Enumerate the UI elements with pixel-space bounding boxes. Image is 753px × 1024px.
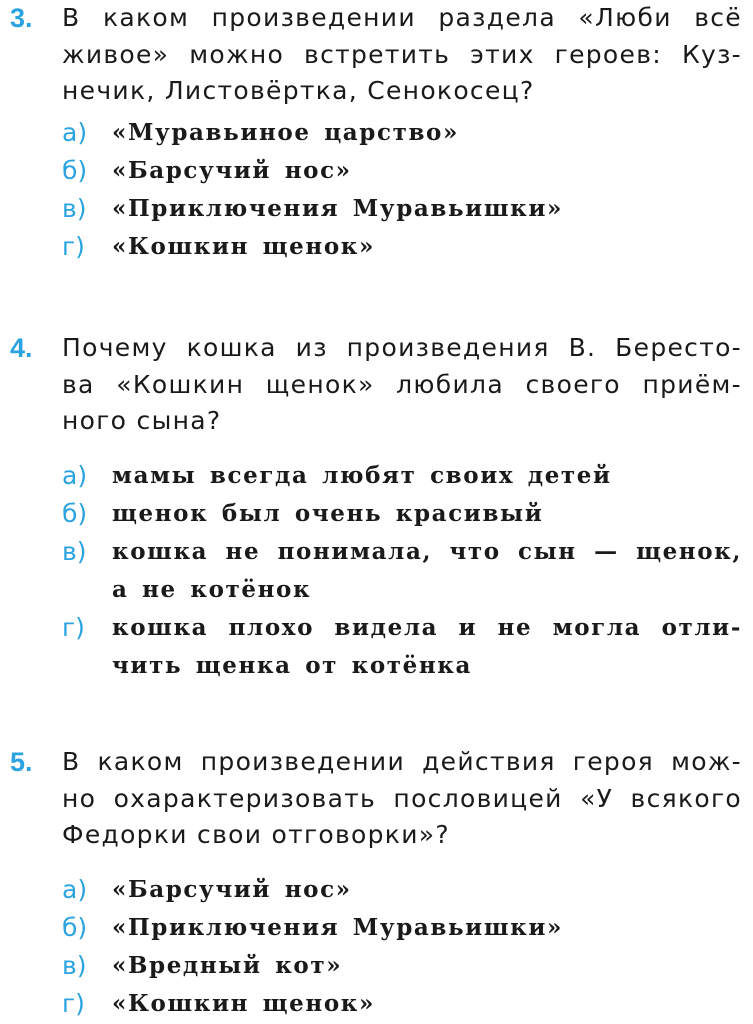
option-text-line: «Барсучий нос»: [112, 157, 352, 184]
answer-options: [62, 114, 742, 266]
option-a[interactable]: [62, 457, 742, 495]
question-number: 4.: [10, 333, 33, 363]
option-text: [112, 947, 742, 985]
option-text: [112, 985, 742, 1023]
question-number: 5.: [10, 747, 33, 777]
option-text: [112, 114, 742, 152]
option-text: [112, 190, 742, 228]
question-text: [62, 744, 742, 854]
option-a[interactable]: [62, 114, 742, 152]
option-letter: б): [62, 913, 88, 942]
option-text: [112, 609, 742, 685]
option-letter: в): [62, 194, 87, 223]
option-text: [112, 909, 742, 947]
question-text: [62, 0, 742, 110]
option-text: [112, 152, 742, 190]
option-v[interactable]: [62, 190, 742, 228]
question-text-line: ва «Кошкин щенок» любила своего приём-: [62, 369, 742, 399]
option-v[interactable]: [62, 533, 742, 609]
option-text-line: «Муравьиное царство»: [112, 119, 459, 146]
question-text-line: но охарактеризовать пословицей «У всякого: [62, 783, 742, 813]
option-text: [112, 457, 742, 495]
option-v[interactable]: [62, 947, 742, 985]
option-text-line: «Кошкин щенок»: [112, 990, 375, 1017]
option-text: [112, 533, 742, 609]
option-text-line: «Вредный кот»: [112, 952, 343, 979]
option-letter: б): [62, 499, 88, 528]
option-text-line: «Кошкин щенок»: [112, 233, 375, 260]
option-text-line: чить щенка от котёнка: [112, 652, 473, 679]
option-letter: в): [62, 951, 87, 980]
option-text-line: мамы всегда любят своих детей: [112, 462, 612, 489]
option-letter: а): [62, 118, 88, 147]
option-b[interactable]: [62, 495, 742, 533]
question-text-line: В каком произведении раздела «Люби всё: [62, 3, 742, 32]
question-text-line: Федорки свои отговорки»?: [62, 820, 450, 849]
option-text-line: «Приключения Муравьишки»: [112, 195, 563, 222]
question-text: [62, 330, 742, 440]
option-letter: а): [62, 875, 88, 904]
option-letter: а): [62, 461, 88, 490]
option-text: [112, 495, 742, 533]
question-text-line: Почему кошка из произведения В. Бересто-: [62, 333, 742, 362]
option-g[interactable]: [62, 985, 742, 1023]
option-text-line: кошка плохо видела и не могла отли-: [112, 614, 742, 641]
option-b[interactable]: [62, 152, 742, 190]
answer-options: [62, 871, 742, 1023]
question-text-line: живое» можно встретить этих героев: Куз-: [62, 39, 742, 69]
question-text-line: В каком произведении действия героя мож-: [62, 747, 742, 776]
option-text-line: кошка не понимала, что сын — щенок,: [112, 538, 742, 565]
option-text: [112, 228, 742, 266]
option-text-line: «Приключения Муравьишки»: [112, 914, 563, 941]
option-a[interactable]: [62, 871, 742, 909]
option-g[interactable]: [62, 609, 742, 685]
option-g[interactable]: [62, 228, 742, 266]
option-letter: г): [62, 232, 85, 261]
option-letter: г): [62, 613, 85, 642]
option-text: [112, 871, 742, 909]
option-b[interactable]: [62, 909, 742, 947]
option-text-line: щенок был очень красивый: [112, 500, 544, 527]
option-letter: в): [62, 537, 87, 566]
question-number: 3.: [10, 3, 33, 33]
option-text-line: а не котёнок: [112, 576, 312, 603]
question-text-line: нечик, Листовёртка, Сенокосец?: [62, 76, 535, 105]
answer-options: [62, 457, 742, 685]
option-letter: б): [62, 156, 88, 185]
option-letter: г): [62, 989, 85, 1018]
question-text-line: ного сына?: [62, 406, 222, 435]
option-text-line: «Барсучий нос»: [112, 876, 352, 903]
